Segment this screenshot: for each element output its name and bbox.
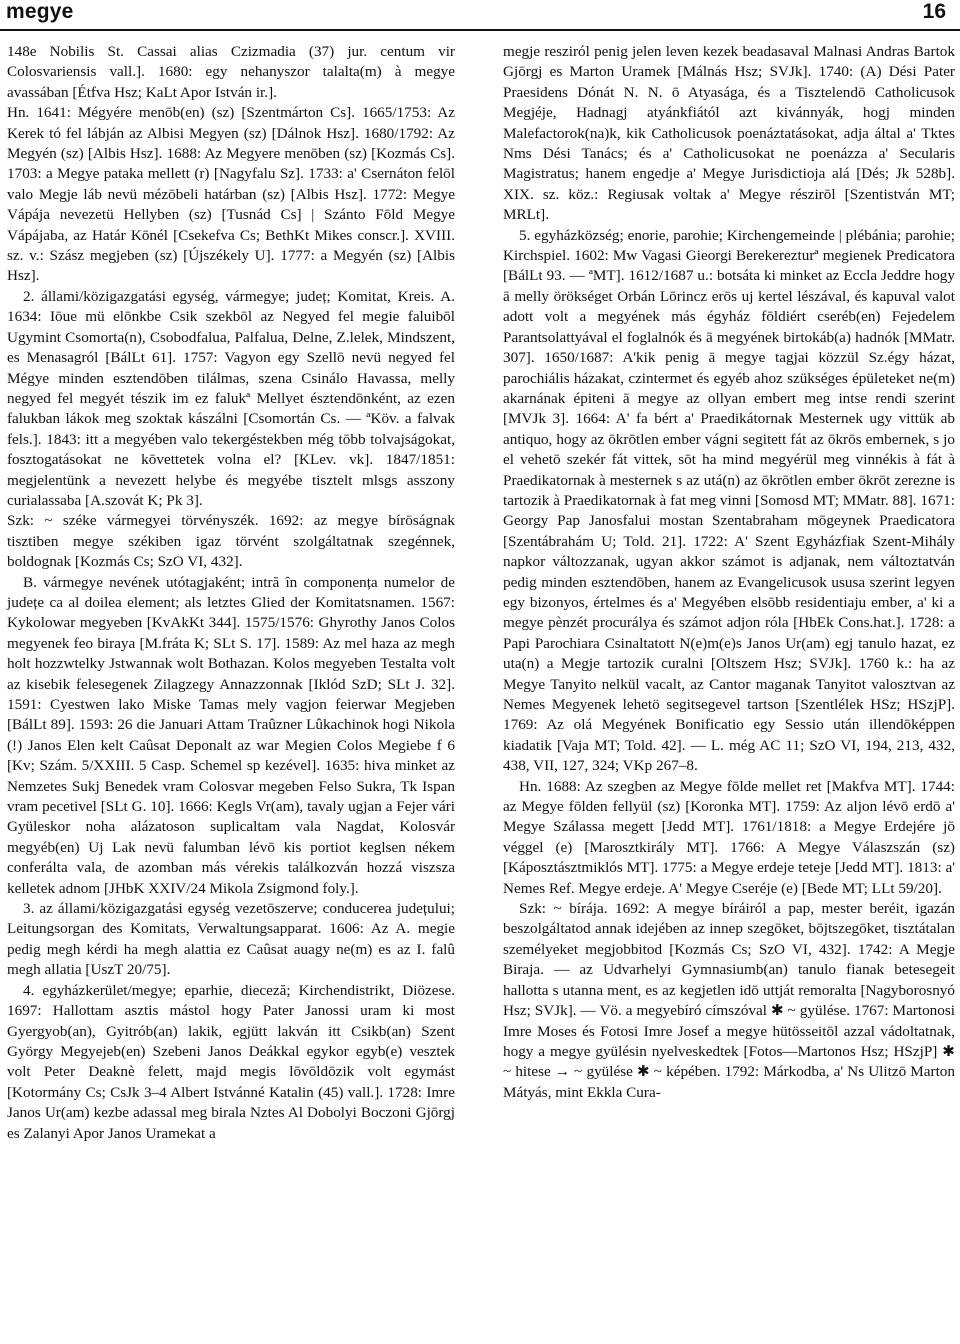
paragraph-szk-biraja: Szk: ~ bírája. 1692: A megye bíráiról a pap, mester beréit, igazán beszolgáltatod annak idejében az innep szegōket, bōjtszegōket, tisztátalan személyeket megjobbitod [Kozmás Cs; SzO VI, 432]. 1742: A Megje Biraja. — az Udvarhelyi Gymnasiumb(an) tanulo fianak betesegeit hallotta s utanna ment, es az kegjetlen idō uttját remoralta [Nagyborosnyó Hsz; SVJk]. — Vö. a megyebíró címszóval ✱ ~ gyülése. 1767: Martonosi Imre Moses és Fotosi Imre Josef a megye hütösseitōl azzal vádoltatnak, hogy a megye gyülésin nyelveskedtek [Fotos—Martonos Hsz; HSzjP] ✱ ~ hitese → ~ gyülése ✱ ~ képében. 1792: Márkodba, a' Ns Ulitzō Marton Mátyás, mint Ekkla Cura- [503,900,955,1101]
paragraph-place-names: Hn. 1641: Mégyére menōb(en) (sz) [Szentmárton Cs]. 1665/1753: Az Kerek tó fel lábján az Albisi Megyen (sz) [Dálnok Hsz]. 1680/1792: Az Megyén (sz) [Albis Hsz]. 1688: Az Megyere menōben (sz) [Kozmás Cs]. 1703: a Megye pataka mellett (r) [Nagyfalu Sz]. 1733: a' Csernáton felōl valo Megje láb nevü mézōbeli határban (sz) [Albis Hsz]. 1772: Megye Vápája nevezetü Hellyben (sz) [Tusnád Cs] | Szánto Fōld Megye Vápájaba, az Határ Kōnél [Csekefva Cs; BethKt Mikes conscr.]. XVIII. sz. v.: Szász megjeben (sz) [Újszékely U]. 1777: a Megyén (sz) [Albis Hsz]. [7,104,455,285]
right-column [503,42,955,1103]
paragraph-hn-places: Hn. 1688: Az szegben az Megye fōlde mellet ret [Makfva MT]. 1744: az Megye fōlden fellyül (sz) [Koronka MT]. 1759: Az aljon lévō erdō a' Megye Szálassa megett [Jedd MT]. 1761/1818: a Megye Erdejére jō véggel (e) [Marosztkirály MT]. 1766: A Megye Válaszszán (sz) [Káposztásztmiklós MT]. 1775: a Megye erdeje teteje [Jedd MT]. 1813: a' Nemes Ref. Megye erdeje. A' Megye Cseréje (e) [Bede MT; LLt 59/20]. [503,777,955,897]
paragraph-sense-3: 3. az állami/közigazgatási egység vezetōszerve; conducerea județului; Leitungsorgan des Komitats, Verwaltungsapparat. 1606: Az A. megie pedig megh kérdi ha megh alattia ez Caûsat auagy ne(m) es az I. falû megh allatia [UszT 20/75]. [7,900,455,979]
paragraph-citation-intro: 148e Nobilis St. Cassai alias Czizmadia (37) jur. centum vir Colosvariensis vall.]. 1680: egy nehanyszor talalta(m) à megye avassában [Étfva Hsz; KaLt Apor István ir.]. [7,43,455,101]
paragraph-sense-2: 2. állami/közigazgatási egység, vármegye; județ; Komitat, Kreis. A. 1634: Iōue mü elōnkbe Csik szekbōl az Negyed fel megie faluibōl Ugymint Csomorta(n), Csobodfalua, Palfalua, Delne, Z.lelek, Mindszent, es Menasagról [BálLt 61]. 1757: Vagyon egy Szellō nevü negyed fel Mégye minden esztendōben tilálmas, szena Csinálo Havassa, melly negyed fel megyét tészik im ez falukª Mellyet észtendōnként, az ezen falukban lákok meg szoktak kászálni [Csomortán Cs. — ªKöv. a falvak fels.]. 1843: itt a megyében valo tekergéstekben még tōbb tolvajságokat, fosztogatásokat ne kōvettetek volna el? [KLev. vk]. 1847/1851: megjelentünk a nevezett helybe és megyébe tisztelt mlsgs asszony curialassaba [A.szovát K; Pk 3]. [7,287,455,509]
paragraph-szk-szeke: Szk: ~ széke vármegyei törvényszék. 1692: az megye bírōságnak tisztiben megye székiben igaz törvént szolgáltatnak szegénnek, boldognak [Kozmás Cs; SzO VI, 432]. [7,512,455,571]
paragraph-continuation: megje resziról penig jelen leven kezek beadasaval Malnasi Andras Bartok Gjōrgj es Marton Uramek [Málnás Hsz; SVJk]. 1740: (A) Dési Pater Praesidens Dónát N. N. ō Atyasága, és a Tisztelendō Catholicusok Megjéje, Hadnagj atyánkfiától azt kivánnyák, hogj minden Malefactorok(na)k, kik Catholicusok poenáztatásokat, adja által a' Tktes Nms Dési Tanács; és a' Catholicusokat ne poenázza a' Secularis Magistratus; hanem engedje a' Megye Jurisdictioja alá [Dés; Jk 528b]. XIX. sz. köz.: Regiusak voltak a' Megye részirōl [Szentistván MT; MRLt]. [503,43,955,224]
paragraph-sense-2b: B. vármegye nevének utótagjaként; intră în componența numelor de județe ca al doilea element; als letztes Glied der Komitatsnamen. 1567: Kykolowar megyeben [KvAkKt 344]. 1575/1576: Ghyrothy Janos Colos megyenek feo biraya [M.fráta K; SLt S. 17]. 1589: Az mel haza az megh holt hozzwtelky Jstwannak wolt Bothazan. Kolos megyeben Testalta volt az kisebik felesegenek Zilagzegy Annazzonnak [Iklód SzD; SLt J. 32]. 1591: Cyestwen lako Miske Tamas mely vagjon feierwar Megjeben [BálLt 89]. 1593: 26 die Januari Attam Traûzner Lûkachinok hogi Nikola (!) Janos Elen kelt Caûsat Deponalt az war Megien Colos Megiebe f 6 [Kv; Szám. 5/XXIII. 5 Casp. Schemel sp kezével]. 1635: hiva minket az Nemzetes Sukj Benedek vram Colosvar megeben Felso Sukra, Tk Ispan vram pecetivel [SLt G. 10]. 1666: Kegls Vr(am), tavaly ugjan a Fejer vári Gyüleskor noha alázatoson suplicaltam vala Nagdat, Kolosvár megyéb(en) Uj Lak nevü falumban lévō kis portiot keglsen nékem conferálta vala, de azomban más vérekis találkozván hozzá viszsza kelletek adnom [JHbK XXIV/24 Mikola Zsigmond foly.]. [7,573,455,897]
running-headword: megye [6,0,74,23]
paragraph-sense-4: 4. egyházkerület/megye; eparhie, dieceză; Kirchendistrikt, Diözese. 1697: Hallottam asztis mástol hogy Pater Janossi uram ki most Gyergyob(an), Gyitrób(an) lakik, egjütt lakván itt Csikb(an) Szent György Megyejeb(en) Szebeni Janos Deákkal egykor egyb(e) vesztek volt Peter Deaknè felett, majd megis lōvōldōzik volt egymást [Kotormány Cs; CsJk 3–4 Albert Istvánné Katalin (45) vall.]. 1728: Imre Janos Ur(am) kezbe adassal meg birala Nztes Al Dobolyi Boczoni Gjōrgj es Zalanyi Apor Janos Uramekat a [7,981,455,1142]
page-header [0,0,960,28]
header-rule [0,29,960,31]
paragraph-sense-5: 5. egyházközség; enorie, parohie; Kirchengemeinde | plébánia; parohie; Kirchspiel. 1602: Mw Vagasi Gieorgi Berekerezturª megienek Predicatora [BálLt 93. — ªMT]. 1612/1687 u.: botsáta ki minket az Eccla Jeddre hogy ā melly örökséget Orbán Lōrincz erōs uj kertel lészával, és kapuval valot adott volt a megyének más égyház fōldiért cseréb(en) Fejedelem Parantsolattyával el foglalnók és ā megyének birtokáb(a) hadnók [MMatr. 307]. 1650/1687: A'kik penig ā megye tagjai közzül Sz.égy házat, parochiális házakat, czintermet és egyéb ahoz szükséges épületeket ne(m) akarnának épiteni ā megye az ollyan embert meg intse rendi szerint [MVJk 3]. 1664: A' fa bért a' Praedikátornak Mesternek ugy vittük ab antiquo, hogy az ōkrōtlen ember vágni segitett fát az ōkrōs embernek, s jo el vehetō szekér fát vittek, sōt ha mind megyérül meg vinnékis à fát à Praedikatornak à mesternek s az utá(n) az ōkrōtlen ember ōkrōt zerezne is tartozik à Praedikatornak à fat meg vinni [Somosd MT; MMatr. 88]. 1671: Georgy Pap Janosfalui mostan Szentabraham mōgeynek Praedicatora [Szentábrahám U; Told. 21]. 1722: A' Szent Egyházfiak Szent-Mihály napkor változzanak, ugyan akkor számot is adjanak, nem változtatván pedig minden esztendōben, hanem az Evangelicusok ususa szerint legyen egy bizonyos, értelmes és a' Megyében elsōbb residentiaju ember, a' ki a megye pènzét procurálya és számot adjon róla [HbEk Cons.hat.]. 1728: a Papi Parochiara Csinaltatott N(e)m(e)s Janos Ur(am) egj tanulo hazat, ez uta(n) a Megje tartozik curalni [Oltszem Hsz; SVJk]. 1760 k.: ha az Megye Tanyito nelkül vacalt, az Cantor maganak Tanyitot valosztvan az Nemes Megyenek lehetö segitsegevel tartson [Szentlélek HSz; HSzjP]. 1769: Az olá Megyének Bonificatio egy Sessio után illendōképpen kiadatik [Vaja MT; Told. 42]. — L. még AC 11; SzO VI, 194, 213, 432, 438, VII, 127, 324; VKp 267–8. [503,226,955,775]
left-column [7,42,455,1144]
page-number: 16 [922,0,946,23]
